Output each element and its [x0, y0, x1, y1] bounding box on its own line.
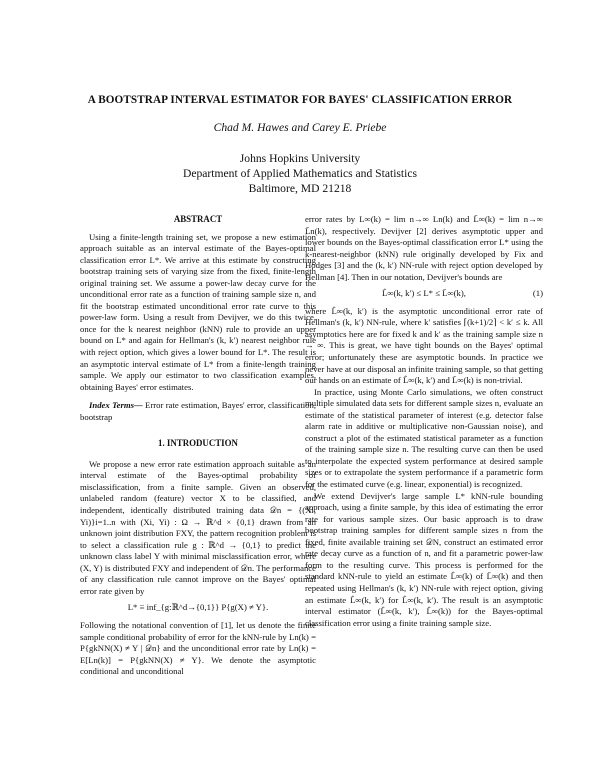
- right-column: [305, 214, 543, 629]
- index-terms-list: Error rate estimation, Bayes' error, classification, bootstrap: [80, 400, 317, 422]
- affiliation-department: Department of Applied Mathematics and Statistics: [182, 167, 418, 180]
- affiliation-city: Baltimore, MD 21218: [248, 182, 352, 195]
- introduction-heading: 1. INTRODUCTION: [158, 438, 238, 449]
- right-paragraph-2: where L̂∞(k, k′) is the asymptotic unconditional error rate of Hellman's (k, k′) NN-rule, where k′ satisfies ⌈(k+1)/2⌉ < k′ ≤ k. All asymptotics here are for fixed k and k′ as the training sample size n → ∞. This is great, we have tight bounds on the Bayes' optimal error; unfortunately these are asymptotic bounds. In practice we never have at our disposal an infinite training sample, so that getting our hands on an estimate of L̂∞(k, k′) and L̄∞(k) is non-trivial.: [305, 305, 543, 386]
- paper-title: A BOOTSTRAP INTERVAL ESTIMATOR FOR BAYES' CLASSIFICATION ERROR: [87, 94, 513, 106]
- bayes-error-equation: L* ≡ inf_{g:ℝ^d→{0,1}} P{g(X) ≠ Y}.: [127, 602, 269, 613]
- devijver-bounds-equation: [305, 288, 543, 300]
- paper-authors: Chad M. Hawes and Carey E. Priebe: [213, 121, 387, 134]
- right-paragraph-3: In practice, using Monte Carlo simulations, we often construct multiple simulated data sets for different sample sizes n, evaluate an estimate of the statistical parameter of interest (e.g. detector false alarm rate in additive or multiplicative non-Gaussian noise), and construct a plot of the estimated statistical parameter as a function of the training sample size n. The resulting curve can then be used to interpolate the expected system performance at desired sample sizes or to extrapolate the system performance if a parametric form for the estimated curve (e.g. linear, exponential) is recognized.: [305, 386, 543, 490]
- equation-1-body: L̂∞(k, k′) ≤ L* ≤ L̄∞(k),: [382, 288, 466, 299]
- equation-1-number: (1): [532, 288, 543, 299]
- index-terms: [80, 400, 316, 423]
- abstract-heading: ABSTRACT: [173, 214, 223, 224]
- left-column: [80, 214, 316, 678]
- intro-paragraph-1: We propose a new error rate estimation approach suitable as an interval estimate of the Bayes-optimal probability of misclassification, from a finite sample. Given an observed, unlabeled random (feature) vector X to be classified, and independent, identically distributed training data 𝒟n = {(Xi, Yi)}i=1..n with (Xi, Yi) : Ω → ℝ^d × {0,1} drawn from an unknown joint distribution FXY, the pattern recognition problem is to select a classification rule g : ℝ^d → {0,1} to predict the unknown class label Y with minimal misclassification error, where (X, Y) is distributed FXY and independent of 𝒟n. The performance of any classification rule cannot improve on the Bayes' optimal error rate given by: [80, 458, 316, 596]
- affiliation: [40, 151, 560, 196]
- abstract-text: Using a finite-length training set, we propose a new estimation approach suitable as an interval estimate of the Bayes-optimal classification error L*. We arrive at this estimate by constructing bootstrap training sets of varying size from the fixed, finite-length original training set. We assume a power-law decay curve for the unconditional error rate as a function of training sample size n, and fit the bootstrap estimated unconditional error rate curve to this power-law form. Using a result from Devijver, we do this twice, once for the k nearest neighbor (kNN) rule to provide an upper bound on L* and again for Hellman's (k, k′) nearest neighbor rule with reject option, which gives a lower bound for L*. The result is an asymptotic interval estimate of L* from a finite-length training sample. We apply our estimator to two classification examples, obtaining Bayes' error estimates.: [80, 231, 316, 392]
- right-paragraph-1: error rates by L∞(k) = lim n→∞ Ln(k) and L̄∞(k) = lim n→∞ L̄n(k), respectively. Devijver [2] derives asymptotic upper and lower bounds on the Bayes-optimal classification error L* using the k-nearest-neighbor (kNN) rule originally developed by Fix and Hodges [3] and the (k, k′) NN-rule with reject option developed by Hellman [4]. Then in our notation, Devijver's bounds are: [305, 214, 543, 282]
- affiliation-university: Johns Hopkins University: [239, 152, 361, 165]
- index-terms-label: Index Terms—: [89, 400, 143, 411]
- intro-paragraph-2: Following the notational convention of [1], let us denote the finite sample conditional probability of error for the kNN-rule by Ln(k) = P{gkNN(X) ≠ Y | 𝒟n} and the unconditional error rate by Ln(k) = E[Ln(k)] = P{gkNN(X) ≠ Y}. We denote the asymptotic conditional and unconditional: [80, 619, 316, 677]
- right-paragraph-4: We extend Devijver's large sample L* kNN-rule bounding approach, using a finite sample, by this idea of estimating the error rate for various sample sizes. Our basic approach is to draw bootstrap training samples for different sample sizes n from the fixed, finite available training set 𝒟N, construct an estimated error rate decay curve as a function of n, and fit a parametric power-law form to the resulting curve. This process is performed for the standard kNN-rule to yield an estimate L̂∞(k) of L̄∞(k) and then repeated using Hellman's (k, k′) NN-rule with reject option, giving an estimate L̂∞(k, k′) for L̂∞(k, k′). The result is an asymptotic interval estimator (L̂∞(k, k′), L̂∞(k)) for the Bayes-optimal classification error using a finite training sample size.: [305, 490, 543, 628]
